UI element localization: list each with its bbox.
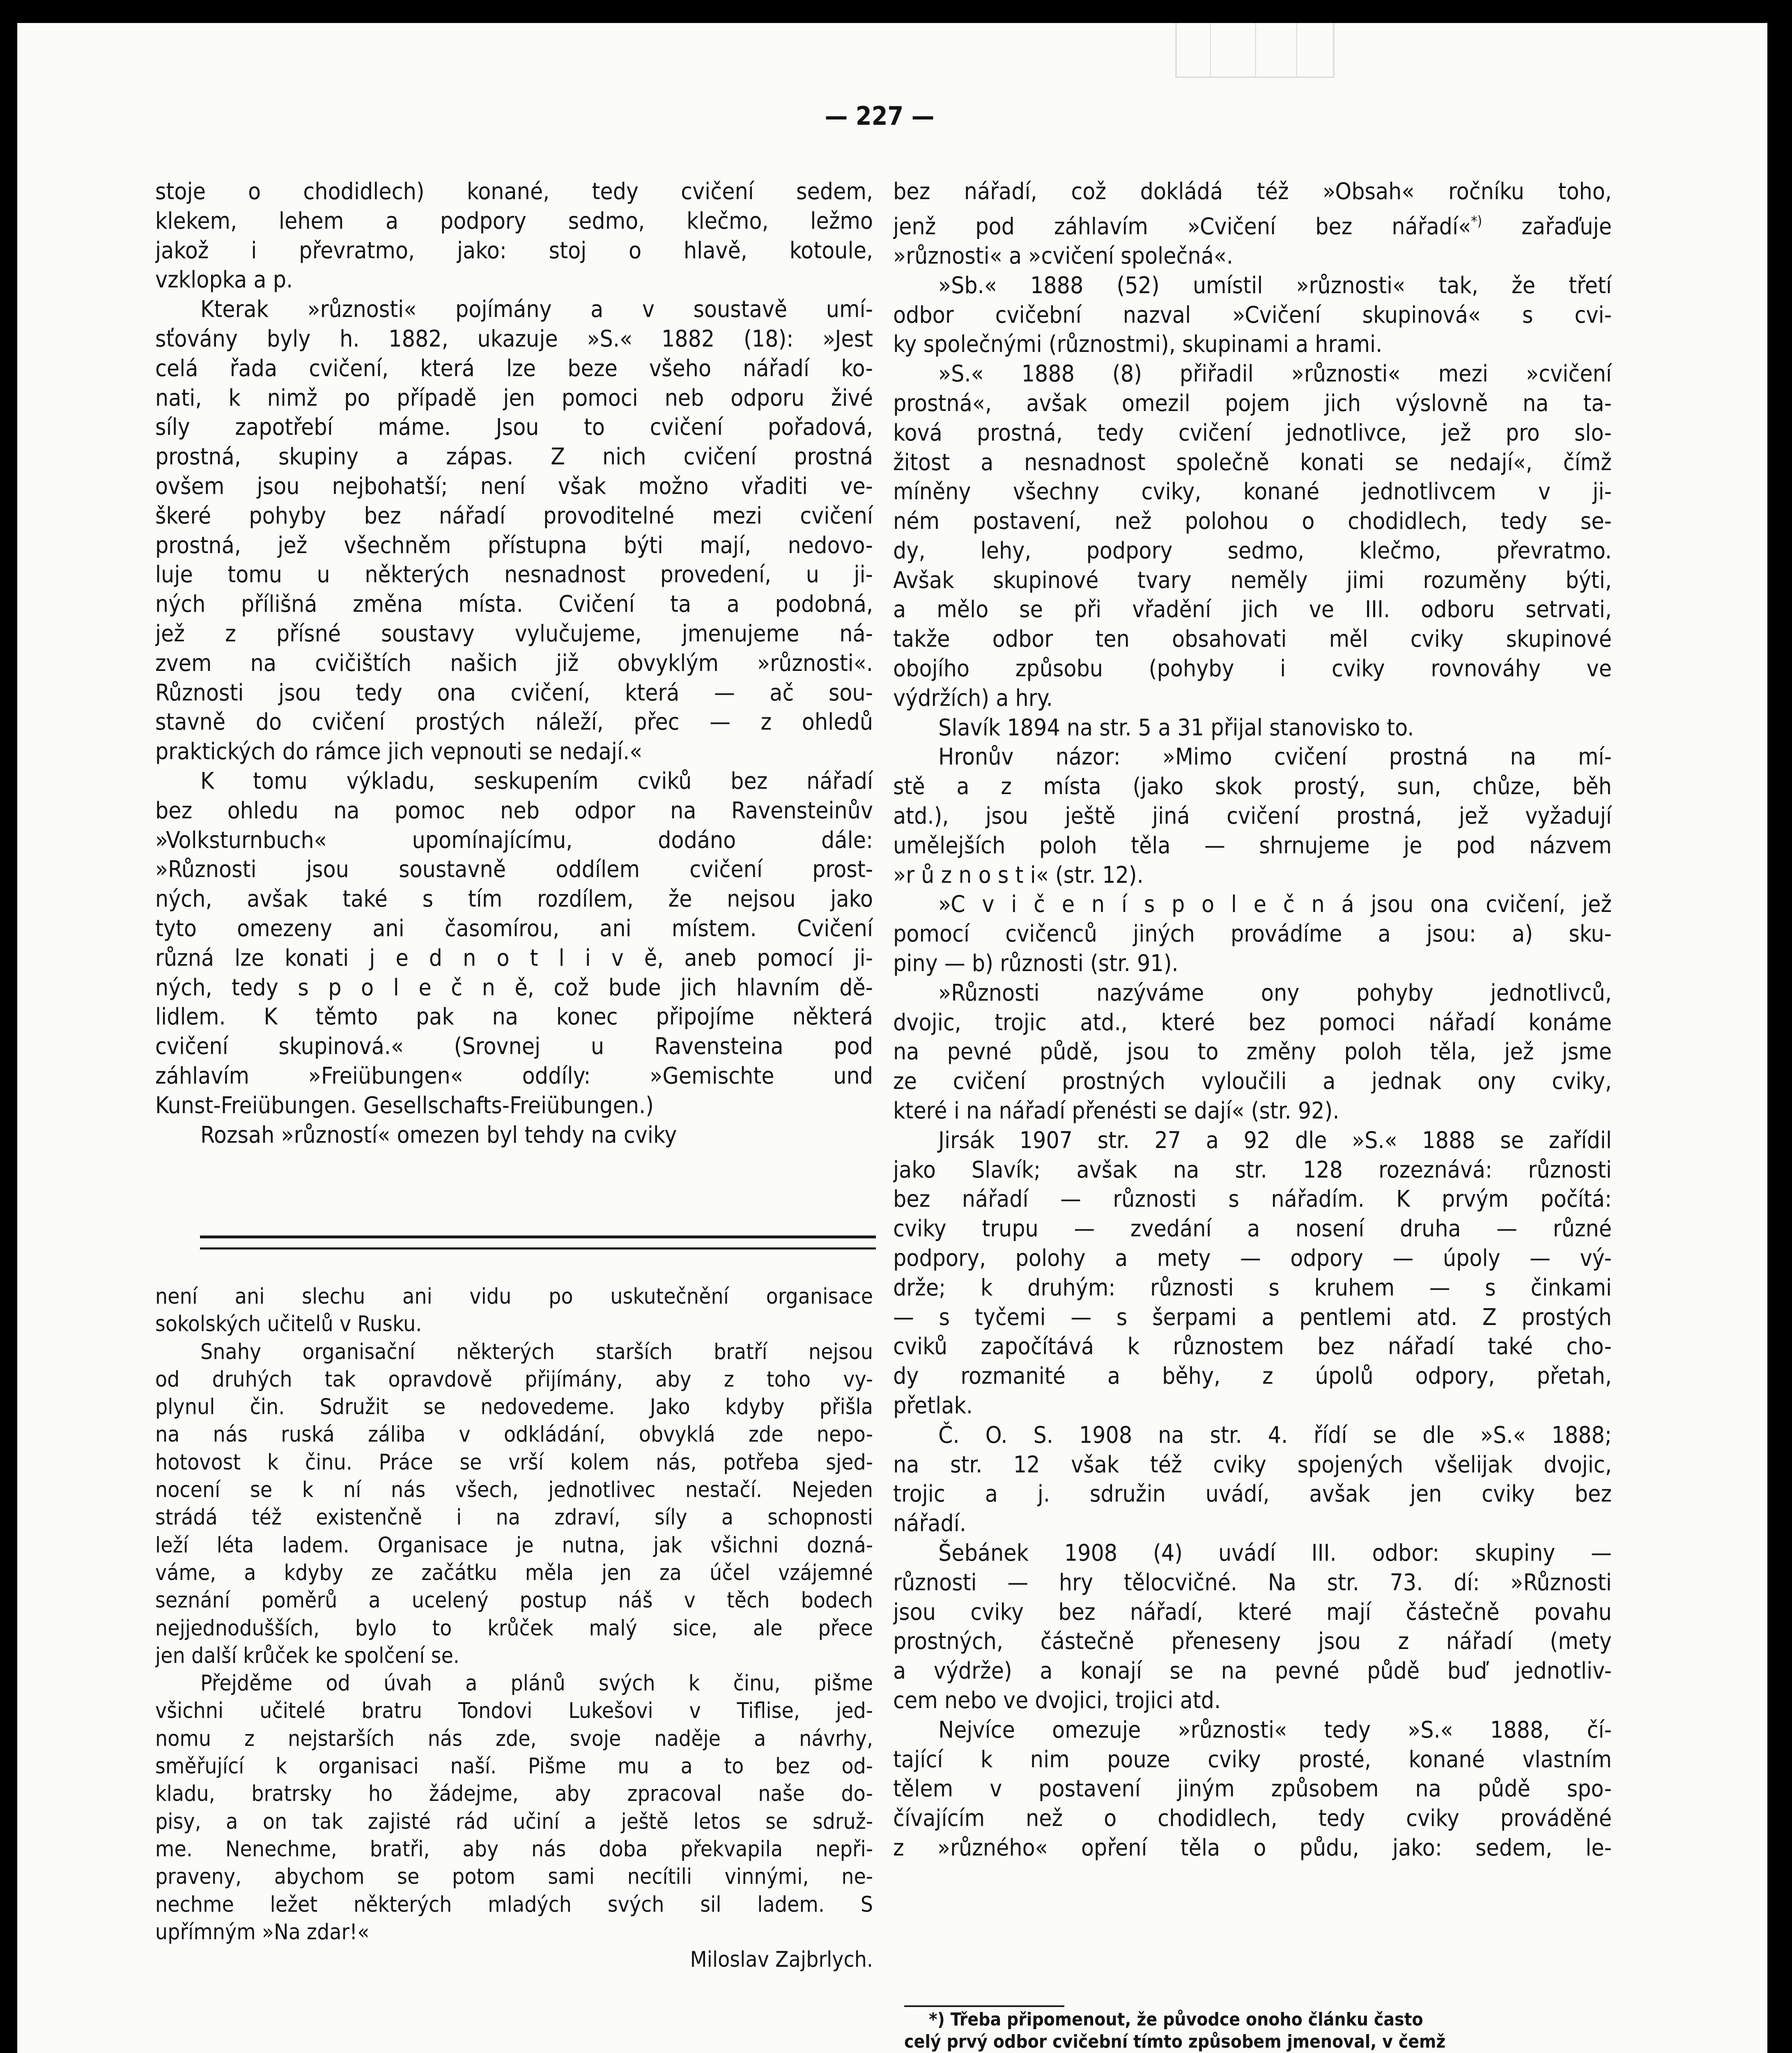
text-line: sťovány byly h. 1882, ukazuje »S.« 1882 (18): »Jest [155, 325, 873, 352]
text-line: atd.), jsou ještě jiná cvičení prostná, jež vyžadují [893, 803, 1612, 830]
text-line: pomocí cvičenců jiných provádíme a jsou: a) sku- [893, 921, 1612, 948]
text-line: ných, avšak také s tím rozdílem, že nejsou jako [155, 886, 873, 913]
text-line: upřímným »Na zdar!« [155, 1919, 370, 1945]
text-line: cem nebo ve dvojici, trojici atd. [893, 1687, 1221, 1714]
text-line: ných přílišná změna místa. Cvičení ta a podobná, [155, 591, 873, 618]
text-line: bez ohledu na pomoc neb odpor na Ravensteinův [155, 797, 873, 824]
text-line: od druhých tak opravdově přijímány, aby z toho vy- [155, 1366, 873, 1392]
text-line: cviků započítává k různostem bez nářadí také cho- [893, 1333, 1612, 1360]
text-line: a mělo se při vřadění jich ve III. odboru setrvati, [893, 596, 1612, 623]
text-line: tající k nim pouze cviky prosté, konané vlastním [893, 1746, 1612, 1773]
text-line: nocení se k ní nás všech, jednotlivec nestačí. Nejeden [155, 1477, 873, 1503]
text-line: »r ů z n o s t i« (str. 12). [893, 861, 1144, 889]
text-line: ných, tedy s p o l e č n ě, což bude jich hlavním dě- [155, 974, 873, 1001]
text-line: sokolských učitelů v Rusku. [155, 1311, 422, 1337]
text-line: lidlem. K těmto pak na konec připojíme některá [155, 1004, 873, 1031]
text-line: Jirsák 1907 str. 27 a 92 dle »S.« 1888 se zařídil [938, 1127, 1612, 1154]
text-line: strádá též existenčně i na zdraví, síly a schopnosti [155, 1505, 873, 1530]
text-line: jen další krůček ke spolčení se. [155, 1643, 459, 1668]
text-line: vzklopka a p. [155, 266, 293, 294]
text-line: škeré pohyby bez nářadí provoditelné mezi cvičení [155, 502, 873, 529]
text-line: jako Slavík; avšak na str. 128 rozeznává: různosti [893, 1156, 1612, 1183]
text-line: ky společnými (různostmi), skupinami a hrami. [893, 331, 1383, 358]
text-line: »Volksturnbuch« upomínajícímu, dodáno dále: [155, 827, 873, 854]
text-line: Snahy organisační některých starších bratří nejsou [200, 1339, 873, 1364]
text-line: jsou cviky bez nářadí, které mají částečně povahu [893, 1598, 1612, 1626]
text-line: klekem, lehem a podpory sedmo, klečmo, ležmo [155, 207, 873, 234]
footnote-rule [904, 2005, 1064, 2007]
text-line: nechme ležet některých mladých svých sil ladem. S [155, 1892, 873, 1917]
text-line: ková prostná, tedy cvičení jednotlivce, jež pro slo- [893, 419, 1612, 446]
text-line: praktických do rámce jich vepnouti se nedají.« [155, 738, 643, 765]
text-line: praveny, abychom se potom sami necítili vinnými, ne- [155, 1864, 873, 1890]
text-line: míněny všechny cviky, konané jednotlivcem v ji- [893, 478, 1612, 505]
separator-rule [200, 1235, 876, 1238]
text-line: a výdrže) a konají se na pevné půdě buď jednotliv- [893, 1658, 1612, 1685]
text-line: dy rozmanité a běhy, z úpolů odpory, přetah, [893, 1363, 1612, 1390]
text-line: váme, a kdyby ze začátku měla jen za účel vzájemné [155, 1560, 873, 1585]
text-line: — s tyčemi — s šerpami a pentlemi atd. Z prostých [893, 1304, 1612, 1331]
text-line: záhlavím »Freiübungen« oddíly: »Gemischte und [155, 1062, 873, 1089]
text-line: na nás ruská záliba v odkládání, obvyklá zde nepo- [155, 1422, 873, 1447]
left-column-lower-text [155, 1283, 873, 1973]
text-line: dy, lehy, podpory sedmo, klečmo, převratmo. [893, 537, 1612, 564]
text-line: ovšem jsou nejbohatší; není však možno vřaditi ve- [155, 473, 873, 500]
text-line: stoje o chodidlech) konané, tedy cvičení sedem, [155, 178, 873, 205]
text-line: leží léta ladem. Organisace je nutna, jak všichni dozná- [155, 1532, 873, 1558]
text-line: celá řada cvičení, která lze beze všeho nářadí ko- [155, 355, 873, 382]
page [17, 23, 1767, 2053]
text-line: *) Třeba připomenout, že původce onoho článku často [929, 2009, 1423, 2030]
text-line: bez nářadí, což dokládá též »Obsah« ročníku toho, [893, 178, 1612, 205]
text-line: »C v i č e n í s p o l e č n á jsou ona cvičení, jež [938, 891, 1612, 918]
text-line: není ani slechu ani vidu po uskutečnění organisace [155, 1284, 873, 1309]
text-line: jež z přísné soustavy vylučujeme, jmenujeme ná- [155, 620, 873, 647]
text-line: Č. O. S. 1908 na str. 4. řídí se dle »S.« 1888; [938, 1421, 1612, 1449]
text-line: piny — b) různosti (str. 91). [893, 950, 1179, 977]
right-column-text [893, 177, 1612, 1863]
text-line: zvem na cvičištích našich již obvyklým »různosti«. [155, 650, 873, 677]
text-line: síly zapotřebí máme. Jsou to cvičení pořadová, [155, 414, 873, 441]
text-line: různá lze konati j e d n o t l i v ě, aneb pomocí ji- [155, 944, 873, 971]
text-line: nářadí. [893, 1510, 966, 1537]
text-line: Slavík 1894 na str. 5 a 31 přijal stanovisko to. [938, 714, 1414, 741]
text-line: na str. 12 však též cviky spojených všelijak dvojic, [893, 1451, 1612, 1478]
text-line: »Různosti nazýváme ony pohyby jednotlivců, [938, 979, 1612, 1006]
text-line: stavně do cvičení prostých náleží, přec — z ohledů [155, 709, 873, 736]
text-line: z »různého« opření těla o půdu, jako: sedem, le- [893, 1834, 1612, 1861]
text-line: Šebánek 1908 (4) uvádí III. odbor: skupiny — [938, 1539, 1612, 1566]
text-line: Nejvíce omezuje »různosti« tedy »S.« 1888, čí- [938, 1716, 1612, 1743]
text-line: »Sb.« 1888 (52) umístil »různosti« tak, že třetí [938, 272, 1612, 299]
text-line: »Různosti jsou soustavně oddílem cvičení prost- [155, 856, 873, 883]
text-line: přetlak. [893, 1392, 973, 1419]
text-line: me. Nenechme, bratři, aby nás doba překvapila nepři- [155, 1836, 873, 1862]
text-line: seznání poměrů a ucelený postup náš v těch bodech [155, 1588, 873, 1613]
separator-rule [200, 1247, 876, 1249]
text-line: nomu z nejstarších nás zde, svoje naděje a návrhy, [155, 1726, 873, 1751]
text-line: K tomu výkladu, seskupením cviků bez nářadí [200, 767, 873, 795]
text-line: stě a z místa (jako skok prostý, sun, chůze, běh [893, 773, 1612, 800]
text-line: Miloslav Zajbrlych. [690, 1947, 873, 1973]
text-line: Kterak »různosti« pojímány a v soustavě umí- [200, 296, 873, 323]
page-number: — 227 — [825, 101, 935, 131]
text-line: Hronův názor: »Mimo cvičení prostná na mí- [938, 744, 1612, 771]
text-line: všichni učitelé bratru Tondovi Lukešovi v Tiflise, jed- [155, 1698, 873, 1724]
text-line: které i na nářadí přenésti se dají« (str. 92). [893, 1098, 1339, 1125]
text-line: dvojic, trojic atd., které bez pomoci nářadí konáme [893, 1009, 1612, 1036]
text-line: prostná, jež všechněm přístupna býti mají, nedovo- [155, 532, 873, 559]
text-line: ze cvičení prostných vyloučili a jednak ony cviky, [893, 1068, 1612, 1095]
text-line: cviky trupu — zvedání a nosení druha — různé [893, 1215, 1612, 1242]
text-line: odbor cvičební nazval »Cvičení skupinová« s cvi- [893, 301, 1612, 328]
text-line: cvičení skupinová.« (Srovnej u Ravensteina pod [155, 1033, 873, 1060]
text-line: výdržích) a hry. [893, 684, 1053, 712]
text-line: jakož i převratmo, jako: stoj o hlavě, kotoule, [155, 237, 873, 264]
text-line: Kunst-Freiübungen. Gesellschafts-Freiübungen.) [155, 1092, 654, 1119]
library-stamp [1175, 23, 1335, 78]
left-column-upper-text [155, 177, 873, 1150]
text-line: jenž pod záhlavím »Cvičení bez nářadí«*) zařaďuje [893, 213, 1612, 240]
text-line: tělem v postavení jiným způsobem na půdě spo- [893, 1775, 1612, 1803]
text-line: obojího způsobu (pohyby i cviky rovnováhy ve [893, 655, 1612, 682]
text-line: luje tomu u některých nesnadnost provedení, u ji- [155, 561, 873, 588]
text-line: celý prvý odbor cvičební tímto způsobem jmenoval, v čemž [904, 2031, 1446, 2052]
text-line: Různosti jsou tedy ona cvičení, která — ač sou- [155, 679, 873, 706]
text-line: prostná, skupiny a zápas. Z nich cvičení prostná [155, 443, 873, 471]
text-line: nejjednodušších, bylo to krůček malý sice, ale přece [155, 1615, 873, 1641]
text-line: na pevné půdě, jsou to změny poloh těla, jež jsme [893, 1038, 1612, 1066]
text-line: prostná«, avšak omezil pojem jich výslovně na ta- [893, 390, 1612, 417]
text-line: různosti — hry tělocvičné. Na str. 73. dí: »Různosti [893, 1569, 1612, 1596]
text-line: Přejděme od úvah a plánů svých k činu, pišme [200, 1671, 873, 1696]
text-line: takže odbor ten obsahovati měl cviky skupinové [893, 626, 1612, 653]
text-line: »různosti« a »cvičení společná«. [893, 242, 1233, 269]
text-line: bez nářadí — různosti s nářadím. K prvým počítá: [893, 1186, 1612, 1213]
text-line: hotovost k činu. Práce se vrší kolem nás, potřeba sjed- [155, 1449, 873, 1475]
text-line: drže; k druhým: různosti s kruhem — s činkami [893, 1274, 1612, 1301]
text-line: ném postavení, než polohou o chodidlech, tedy se- [893, 508, 1612, 535]
text-line: nati, k nimž po případě jen pomoci neb odporu živé [155, 384, 873, 411]
text-line: »S.« 1888 (8) přiřadil »různosti« mezi »cvičení [938, 361, 1612, 388]
text-line: Rozsah »růzností« omezen byl tehdy na cviky [200, 1121, 677, 1148]
text-line: umělejších poloh těla — shrnujeme je pod názvem [893, 832, 1612, 859]
text-line: žitost a nesnadnost společně konati se nedají«, čímž [893, 449, 1612, 476]
text-line: tyto omezeny ani časomírou, ani místem. Cvičení [155, 915, 873, 942]
text-line: kladu, bratrsky ho žádejme, aby zpracoval naše do- [155, 1781, 873, 1807]
footnote-marker: *) [1471, 213, 1482, 229]
text-line: směřující k organisaci naší. Pišme mu a to bez od- [155, 1754, 873, 1779]
text-line: trojic a j. sdružin uvádí, avšak jen cviky bez [893, 1481, 1612, 1508]
text-line: čívajícím než o chodidlech, tedy cviky prováděné [893, 1805, 1612, 1832]
footnote [904, 2009, 1611, 2053]
text-line: Avšak skupinové tvary neměly jimi rozuměny býti, [893, 567, 1612, 594]
text-line: pisy, a on tak zajisté rád učiní a ještě letos se sdruž- [155, 1809, 873, 1834]
text-line: prostných, částečně přeneseny jsou z nářadí (mety [893, 1628, 1612, 1655]
text-line: podpory, polohy a mety — odpory — úpoly — vý- [893, 1245, 1612, 1272]
text-line: plynul čin. Sdružit se nedovedeme. Jako kdyby přišla [155, 1394, 873, 1420]
